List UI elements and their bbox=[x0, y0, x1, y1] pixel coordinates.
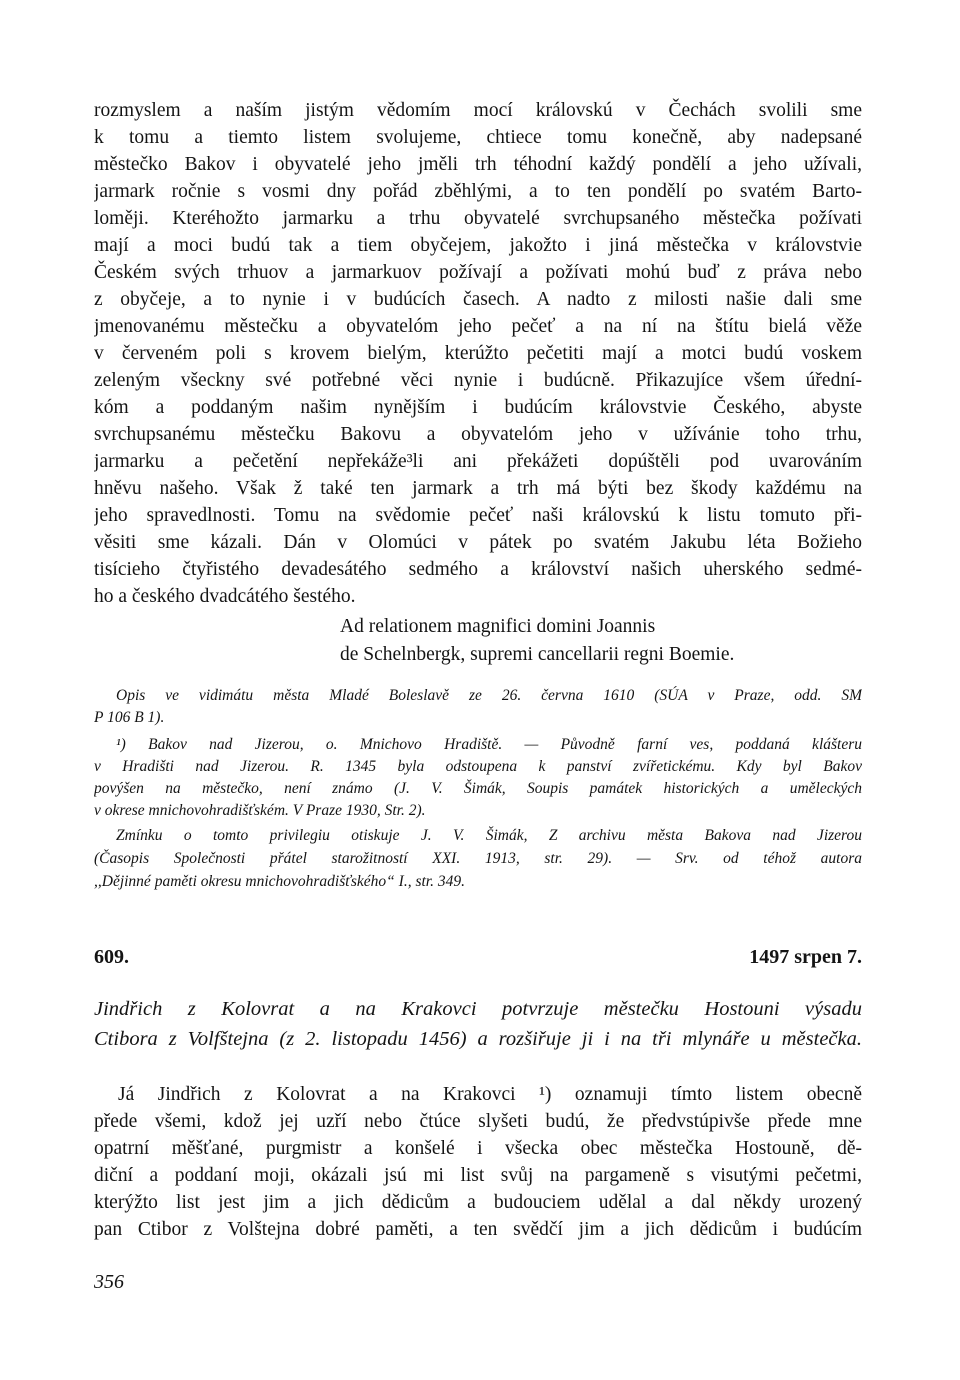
text-line: hněvu našeho. Však ž také ten jarmark a trh má býti bez škody každému na bbox=[94, 478, 862, 499]
text-line: městečko Bakov i obyvatelé jeho jměli trh téhodní každý pondělí a jeho užívali, bbox=[94, 154, 862, 175]
entry-heading bbox=[94, 942, 862, 972]
text-line: tisícieho čtyřistého devadesátého sedmého a království našich uherského sedmé- bbox=[94, 559, 862, 580]
page-number: 356 bbox=[94, 1271, 124, 1293]
text-line: ho a českého dvadcátého šestého. bbox=[94, 586, 356, 607]
rubric-line: Jindřich z Kolovrat a na Krakovci potvrzuje městečku Hostouni výsadu bbox=[94, 998, 862, 1020]
text-line: jeho spravedlnosti. Tomu na svědomie pečeť naši královskú k listu tomuto při- bbox=[94, 505, 862, 526]
text-line: svrchupsanému městečku Bakovu a obyvatelóm jeho v užívánie toho trhu, bbox=[94, 424, 862, 445]
text-line: jmenovanému městečku a obyvatelóm jeho pečeť a na ní na štítu bielá věže bbox=[94, 316, 862, 337]
note-line: ,,Dějinné paměti okresu mnichovohradišťského“ I., str. 349. bbox=[94, 873, 465, 890]
entry-date: 1497 srpen 7. bbox=[749, 946, 862, 968]
note-line: P 106 B 1). bbox=[94, 709, 165, 726]
note-line: ¹) Bakov nad Jizerou, o. Mnichovo Hradiště. — Původně farní ves, poddaná klášteru bbox=[116, 736, 862, 753]
note-line: (Časopis Společnosti přátel starožitností XXI. 1913, str. 29). — Srv. od téhož autora bbox=[94, 850, 862, 867]
text-line: opatrní měšťané, purgmistr a konšelé i všecka obec městečka Hostouně, dě- bbox=[94, 1138, 862, 1159]
signature-line: de Schelnbergk, supremi cancellarii regni Boemie. bbox=[340, 644, 735, 665]
text-line: kterýžto list jest jim a jich dědicům a budouciem udělal a dal někdy urozený bbox=[94, 1192, 862, 1213]
text-line: jarmarku a pečetění nepřekáže³li ani překážeti dopúštěli pod uvarováním bbox=[94, 451, 862, 472]
text-line: k tomu a tiemto listem svolujeme, chtiece tomu konečně, aby nadepsané bbox=[94, 127, 862, 148]
text-line: kóm a poddaným našim nynějším i budúcím královstvie Českého, abyste bbox=[94, 397, 862, 418]
entry-number: 609. bbox=[94, 946, 129, 968]
text-line: Českém svých trhuov a jarmarkuov požívají a požívati mohú buď z práva nebo bbox=[94, 262, 862, 283]
text-line: mají a moci budú tak a tiem obyčejem, jakožto i jiná městečka v královstvie bbox=[94, 235, 862, 256]
text-line: rozmyslem a naším jistým vědomím mocí královskú v Čechách svolili sme bbox=[94, 100, 862, 121]
text-line: diční a poddaní moji, okázali jsú mi list svůj na pargameně s visutými pečetmi, bbox=[94, 1165, 862, 1186]
text-line: Já Jindřich z Kolovrat a na Krakovci ¹) oznamuji tímto listem obecně bbox=[118, 1084, 862, 1105]
text-line: z obyčeje, a to nynie i v budúcích časech. A nadto z milosti našie dali sme bbox=[94, 289, 862, 310]
text-line: jarmark ročnie s vosmi dny pořád zběhlými, a to ten pondělí po svatém Barto- bbox=[94, 181, 862, 202]
note-line: v Hradišti nad Jizerou. R. 1345 byla odstoupena k panství zvířetickému. Kdy byl Bakov bbox=[94, 758, 862, 775]
rubric-line: Ctibora z Volfštejna (z 2. listopadu 1456) a rozšiřuje ji i na tři mlynáře u městečka. bbox=[94, 1028, 862, 1050]
text-line: v červeném poli s krovem bielým, kterúžto pečetiti mají a motci budú voskem bbox=[94, 343, 862, 364]
note-line: v okrese mnichovohradišťském. V Praze 1930, Str. 2). bbox=[94, 802, 426, 819]
text-line: loměji. Kteréhožto jarmarku a trhu obyvatelé svrchupsaného městečka požívati bbox=[94, 208, 862, 229]
note-line: povýšen na městečko, není známo (J. V. Šimák, Soupis památek historických a uměleckých bbox=[94, 780, 862, 797]
note-line: Opis ve vidimátu města Mladé Boleslavě ze 26. června 1610 (SÚA v Praze, odd. SM bbox=[116, 687, 862, 704]
note-line: Zmínku o tomto privilegiu otiskuje J. V. Šimák, Z archivu města Bakova nad Jizerou bbox=[116, 827, 862, 844]
text-line: přede všemi, kdož jej uzří nebo čtúce slyšeti budú, že předvstúpivše přede mne bbox=[94, 1111, 862, 1132]
text-line: zeleným všeckny své potřebné věci nynie i budúcně. Přikazujíce všem úřední- bbox=[94, 370, 862, 391]
text-line: věsiti sme kázali. Dán v Olomúci v pátek po svatém Jakubu léta Božieho bbox=[94, 532, 862, 553]
text-line: pan Ctibor z Volštejna dobré paměti, a ten svědčí jim a jich dědicům i budúcím bbox=[94, 1219, 862, 1240]
signature-line: Ad relationem magnifici domini Joannis bbox=[340, 616, 656, 637]
